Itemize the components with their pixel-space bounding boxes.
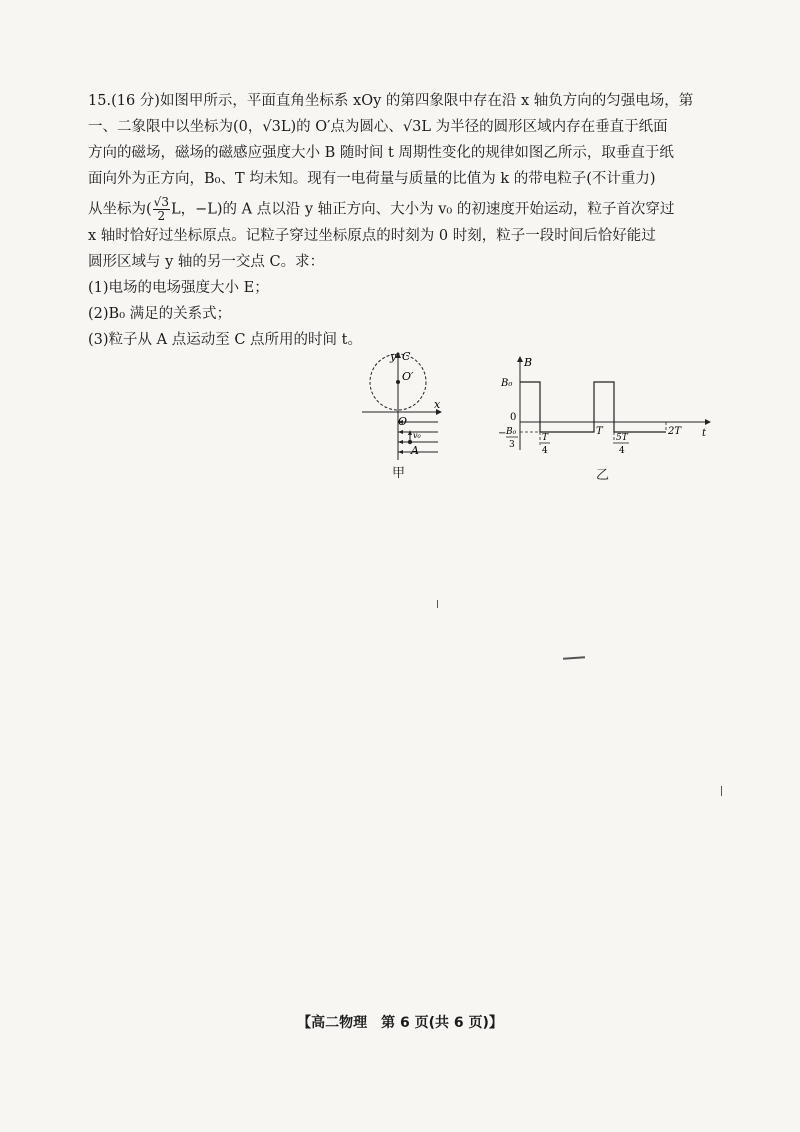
coordinate-fraction (153, 196, 170, 223)
problem-score: (16 分) (111, 93, 160, 109)
fraction-denominator: 2 (157, 209, 166, 223)
velocity-arrow (408, 430, 412, 435)
problem-15 (88, 88, 728, 353)
t-axis-arrow (705, 419, 711, 425)
scan-mark (563, 656, 585, 659)
scan-mark (721, 786, 722, 796)
label-o: O (398, 415, 408, 428)
problem-line-3: 方向的磁场，磁场的磁感应强度大小 B 随时间 t 周期性变化的规律如图乙所示，取垂直于纸 (88, 145, 674, 161)
label-b0: B₀ (501, 378, 513, 389)
problem-line-6: x 轴时恰好过坐标原点。记粒子穿过坐标原点的时刻为 0 时刻，粒子一段时间后恰好能过 (88, 228, 656, 244)
caption-yi: 乙 (596, 468, 610, 483)
figure-jia (350, 350, 460, 480)
label-negb0-num: B₀ (506, 427, 517, 437)
problem-line-5 (88, 196, 728, 223)
fraction-numerator: √3 (153, 195, 169, 209)
label-t: T (596, 426, 603, 437)
problem-number: 15. (88, 93, 112, 109)
problem-line-2: 一、二象限中以坐标为(0，√3L)的 O′点为圆心、√3L 为半径的圆形区域内存在垂直于纸面 (88, 119, 668, 135)
problem-line-7: 圆形区域与 y 轴的另一交点 C。求： (88, 254, 325, 270)
label-y: y (390, 350, 397, 363)
question-3: (3)粒子从 A 点运动至 C 点所用的时间 t。 (88, 332, 362, 348)
label-t-axis: t (702, 428, 707, 439)
label-minus: − (498, 428, 507, 439)
label-b: B (524, 356, 533, 369)
label-oprime: O′ (402, 370, 414, 383)
question-1: (1)电场的电场强度大小 E； (88, 280, 269, 296)
problem-line-4: 面向外为正方向，B₀、T 均未知。现有一电荷量与质量的比值为 k 的带电粒子(不计重力) (88, 171, 656, 187)
point-c (397, 353, 400, 356)
label-2t: 2T (668, 426, 682, 437)
label-zero: 0 (510, 412, 517, 423)
figure-yi-graph (498, 350, 718, 480)
label-c: C (402, 350, 411, 363)
label-5t4-num: 5T (616, 433, 628, 443)
question-2: (2)B₀ 满足的关系式； (88, 306, 232, 322)
figure-jia-diagram (350, 350, 460, 480)
problem-text-5-post: L，−L)的 A 点以沿 y 轴正方向、大小为 v₀ 的初速度开始运动，粒子首次穿过 (170, 201, 675, 218)
label-t4-den: 4 (542, 446, 548, 456)
center-point (396, 380, 400, 384)
label-v0: v₀ (413, 431, 421, 440)
label-x: x (434, 398, 441, 411)
b-waveform (520, 382, 666, 432)
problem-text-5-pre: 从坐标为( (88, 201, 152, 218)
figure-yi (498, 350, 718, 483)
label-a: A (411, 444, 419, 457)
b-axis-arrow (517, 356, 523, 362)
label-negb0-den: 3 (509, 440, 515, 450)
problem-line-1 (88, 88, 728, 114)
problem-text-1: 如图甲所示，平面直角坐标系 xOy 的第四象限中存在沿 x 轴负方向的匀强电场，第 (159, 93, 694, 109)
page-footer: 【高二物理 第 6 页(共 6 页)】 (297, 1015, 503, 1031)
scan-mark (437, 600, 438, 608)
caption-jia: 甲 (392, 466, 406, 481)
label-t4-num: T (542, 433, 549, 443)
label-5t4-den: 4 (619, 446, 625, 456)
